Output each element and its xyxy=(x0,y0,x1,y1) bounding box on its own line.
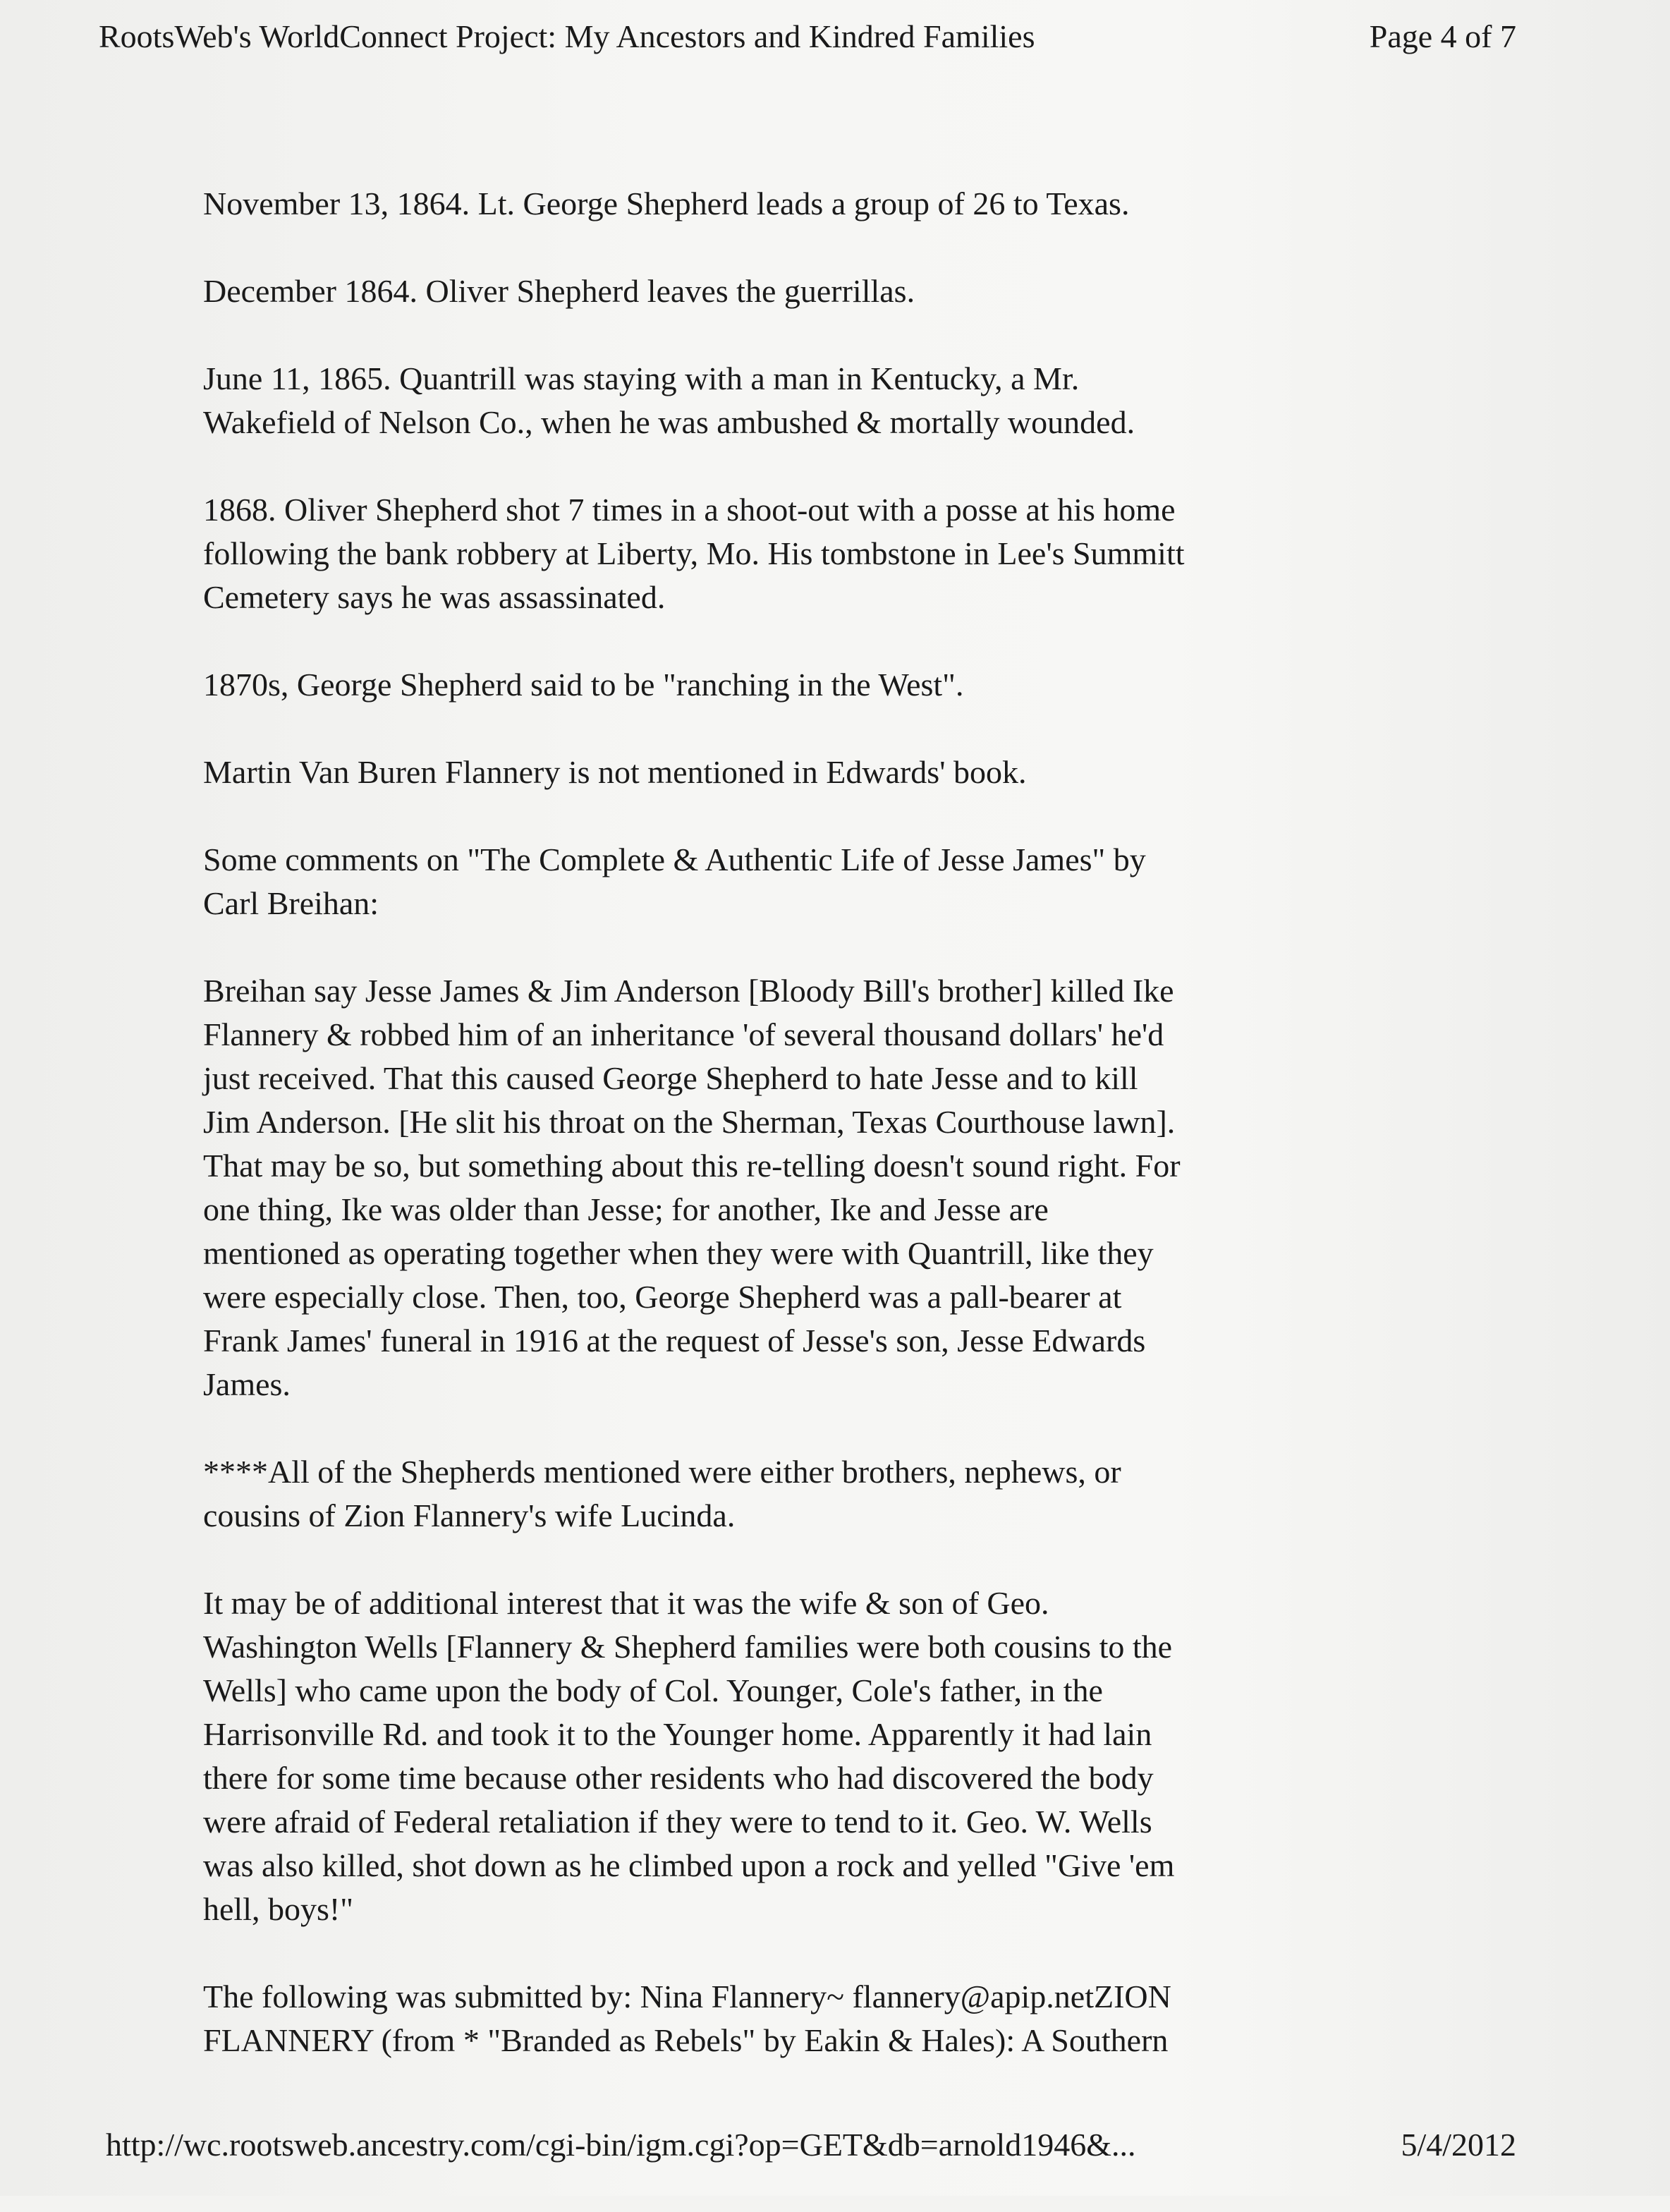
page-header xyxy=(99,16,1516,58)
paragraph: Martin Van Buren Flannery is not mentioned in Edwards' book. xyxy=(203,754,1027,790)
paragraph: December 1864. Oliver Shepherd leaves the guerrillas. xyxy=(203,273,915,309)
footer-url: http://wc.rootsweb.ancestry.com/cgi-bin/igm.cgi?op=GET&db=arnold1946&... xyxy=(106,2127,1136,2163)
page-number: Page 4 of 7 xyxy=(1369,18,1516,54)
paragraph: Some comments on "The Complete & Authentic Life of Jesse James" by Carl Breihan: xyxy=(203,841,1146,921)
paragraph: Breihan say Jesse James & Jim Anderson [Bloody Bill's brother] killed Ike Flannery & robbed him of an inheritance 'of several thousand dollars' he'd just received. That this caused George Shepherd to hate Jesse and to kill Jim Anderson. [He slit his throat on the Sherman, Texas Courthouse lawn]. That may be so, but something about this re-telling doesn't sound right. For one thing, Ike was older than Jesse; for another, Ike and Jesse are mentioned as operating together when they were with Quantrill, like they were especially close. Then, too, George Shepherd was a pall-bearer at Frank James' funeral in 1916 at the request of Jesse's son, Jesse Edwards James. xyxy=(203,973,1181,1402)
paragraph: The following was submitted by: Nina Flannery~ flannery@apip.netZION FLANNERY (from * "Branded as Rebels" by Eakin & Hales): A Southern xyxy=(203,1979,1171,2058)
paragraph: ****All of the Shepherds mentioned were either brothers, nephews, or cousins of Zion Flannery's wife Lucinda. xyxy=(203,1454,1121,1533)
paragraph: 1868. Oliver Shepherd shot 7 times in a shoot-out with a posse at his home following the bank robbery at Liberty, Mo. His tombstone in Lee's Summitt Cemetery says he was assassinated. xyxy=(203,492,1185,615)
footer-date: 5/4/2012 xyxy=(1401,2127,1516,2163)
paragraph: November 13, 1864. Lt. George Shepherd leads a group of 26 to Texas. xyxy=(203,186,1130,221)
paragraph: June 11, 1865. Quantrill was staying with a man in Kentucky, a Mr. Wakefield of Nelson Co., when he was ambushed & mortally wounded. xyxy=(203,360,1135,440)
page-footer xyxy=(106,2127,1516,2212)
document-body xyxy=(203,182,1416,2106)
header-title: RootsWeb's WorldConnect Project: My Ancestors and Kindred Families xyxy=(99,18,1035,54)
paragraph: It may be of additional interest that it was the wife & son of Geo. Washington Wells [Flannery & Shepherd families were both cousins to the Wells] who came upon the body of Col. Younger, Cole's father, in the Harrisonville Rd. and took it to the Younger home. Apparently it had lain there for some time because other residents who had discovered the body were afraid of Federal retaliation if they were to tend to it. Geo. W. Wells was also killed, shot down as he climbed upon a rock and yelled "Give 'em hell, boys!" xyxy=(203,1585,1175,1927)
paragraph: 1870s, George Shepherd said to be "ranching in the West". xyxy=(203,667,964,703)
